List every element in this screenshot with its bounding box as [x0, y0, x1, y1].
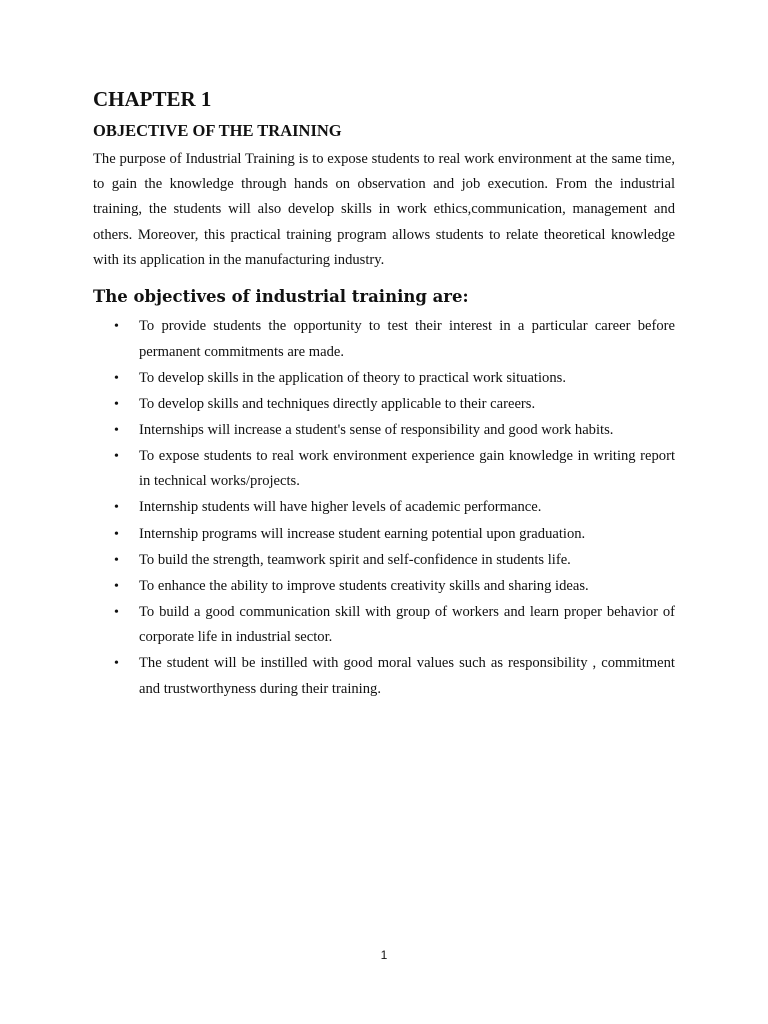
objective-text: The student will be instilled with good moral values such as responsibility , commitment and trustworthyness during their training.	[139, 655, 675, 697]
bullet-icon: •	[114, 422, 119, 438]
bullet-icon: •	[114, 448, 119, 464]
objective-text: To develop skills in the application of theory to practical work situations.	[139, 369, 566, 386]
objective-item	[93, 495, 675, 521]
objectives-title: The objectives of industrial training are:	[93, 287, 469, 306]
page-number: 1	[380, 948, 388, 962]
objective-item	[93, 366, 675, 392]
objective-item	[93, 522, 675, 548]
objective-text: To provide students the opportunity to test their interest in a particular career before permanent commitments are made.	[139, 318, 675, 360]
bullet-icon: •	[114, 370, 119, 386]
bullet-icon: •	[114, 604, 119, 620]
section-heading: OBJECTIVE OF THE TRAINING	[93, 121, 342, 140]
objective-item	[93, 392, 675, 418]
objective-text: To build the strength, teamwork spirit and self-confidence in students life.	[139, 551, 571, 568]
bullet-icon: •	[114, 552, 119, 568]
objective-text: To enhance the ability to improve students creativity skills and sharing ideas.	[139, 577, 589, 594]
objective-text: To develop skills and techniques directly applicable to their careers.	[139, 395, 536, 412]
objective-text: Internships will increase a student's sense of responsibility and good work habits.	[139, 421, 614, 438]
objective-item	[93, 574, 675, 600]
objective-item	[93, 548, 675, 574]
objective-item	[93, 651, 675, 702]
objective-text: Internship programs will increase student earning potential upon graduation.	[139, 525, 586, 542]
chapter-title: CHAPTER 1	[93, 87, 212, 111]
objective-item	[93, 314, 675, 365]
objective-item	[93, 600, 675, 651]
bullet-icon: •	[114, 656, 119, 672]
objective-text: To build a good communication skill with group of workers and learn proper behavior of corporate life in industrial sector.	[139, 603, 675, 646]
objective-item	[93, 444, 675, 495]
intro-paragraph: The purpose of Industrial Training is to expose students to real work environment at the same time, to gain the knowledge through hands on observation and job execution. From the industrial training, the students will also develop skills in work ethics,communication, management and others. Moreover, this practical training program allows students to relate theoretical knowledge with its application in the manufacturing industry.	[93, 151, 675, 268]
bullet-icon: •	[114, 396, 119, 412]
objective-text: To expose students to real work environment experience gain knowledge in writing report in technical works/projects.	[139, 447, 675, 490]
objective-item	[93, 418, 675, 444]
bullet-icon: •	[114, 578, 119, 594]
objective-text: Internship students will have higher levels of academic performance.	[139, 499, 542, 516]
bullet-icon: •	[114, 500, 119, 516]
bullet-icon: •	[114, 526, 119, 542]
bullet-icon: •	[114, 319, 119, 334]
objectives-list	[93, 314, 675, 703]
